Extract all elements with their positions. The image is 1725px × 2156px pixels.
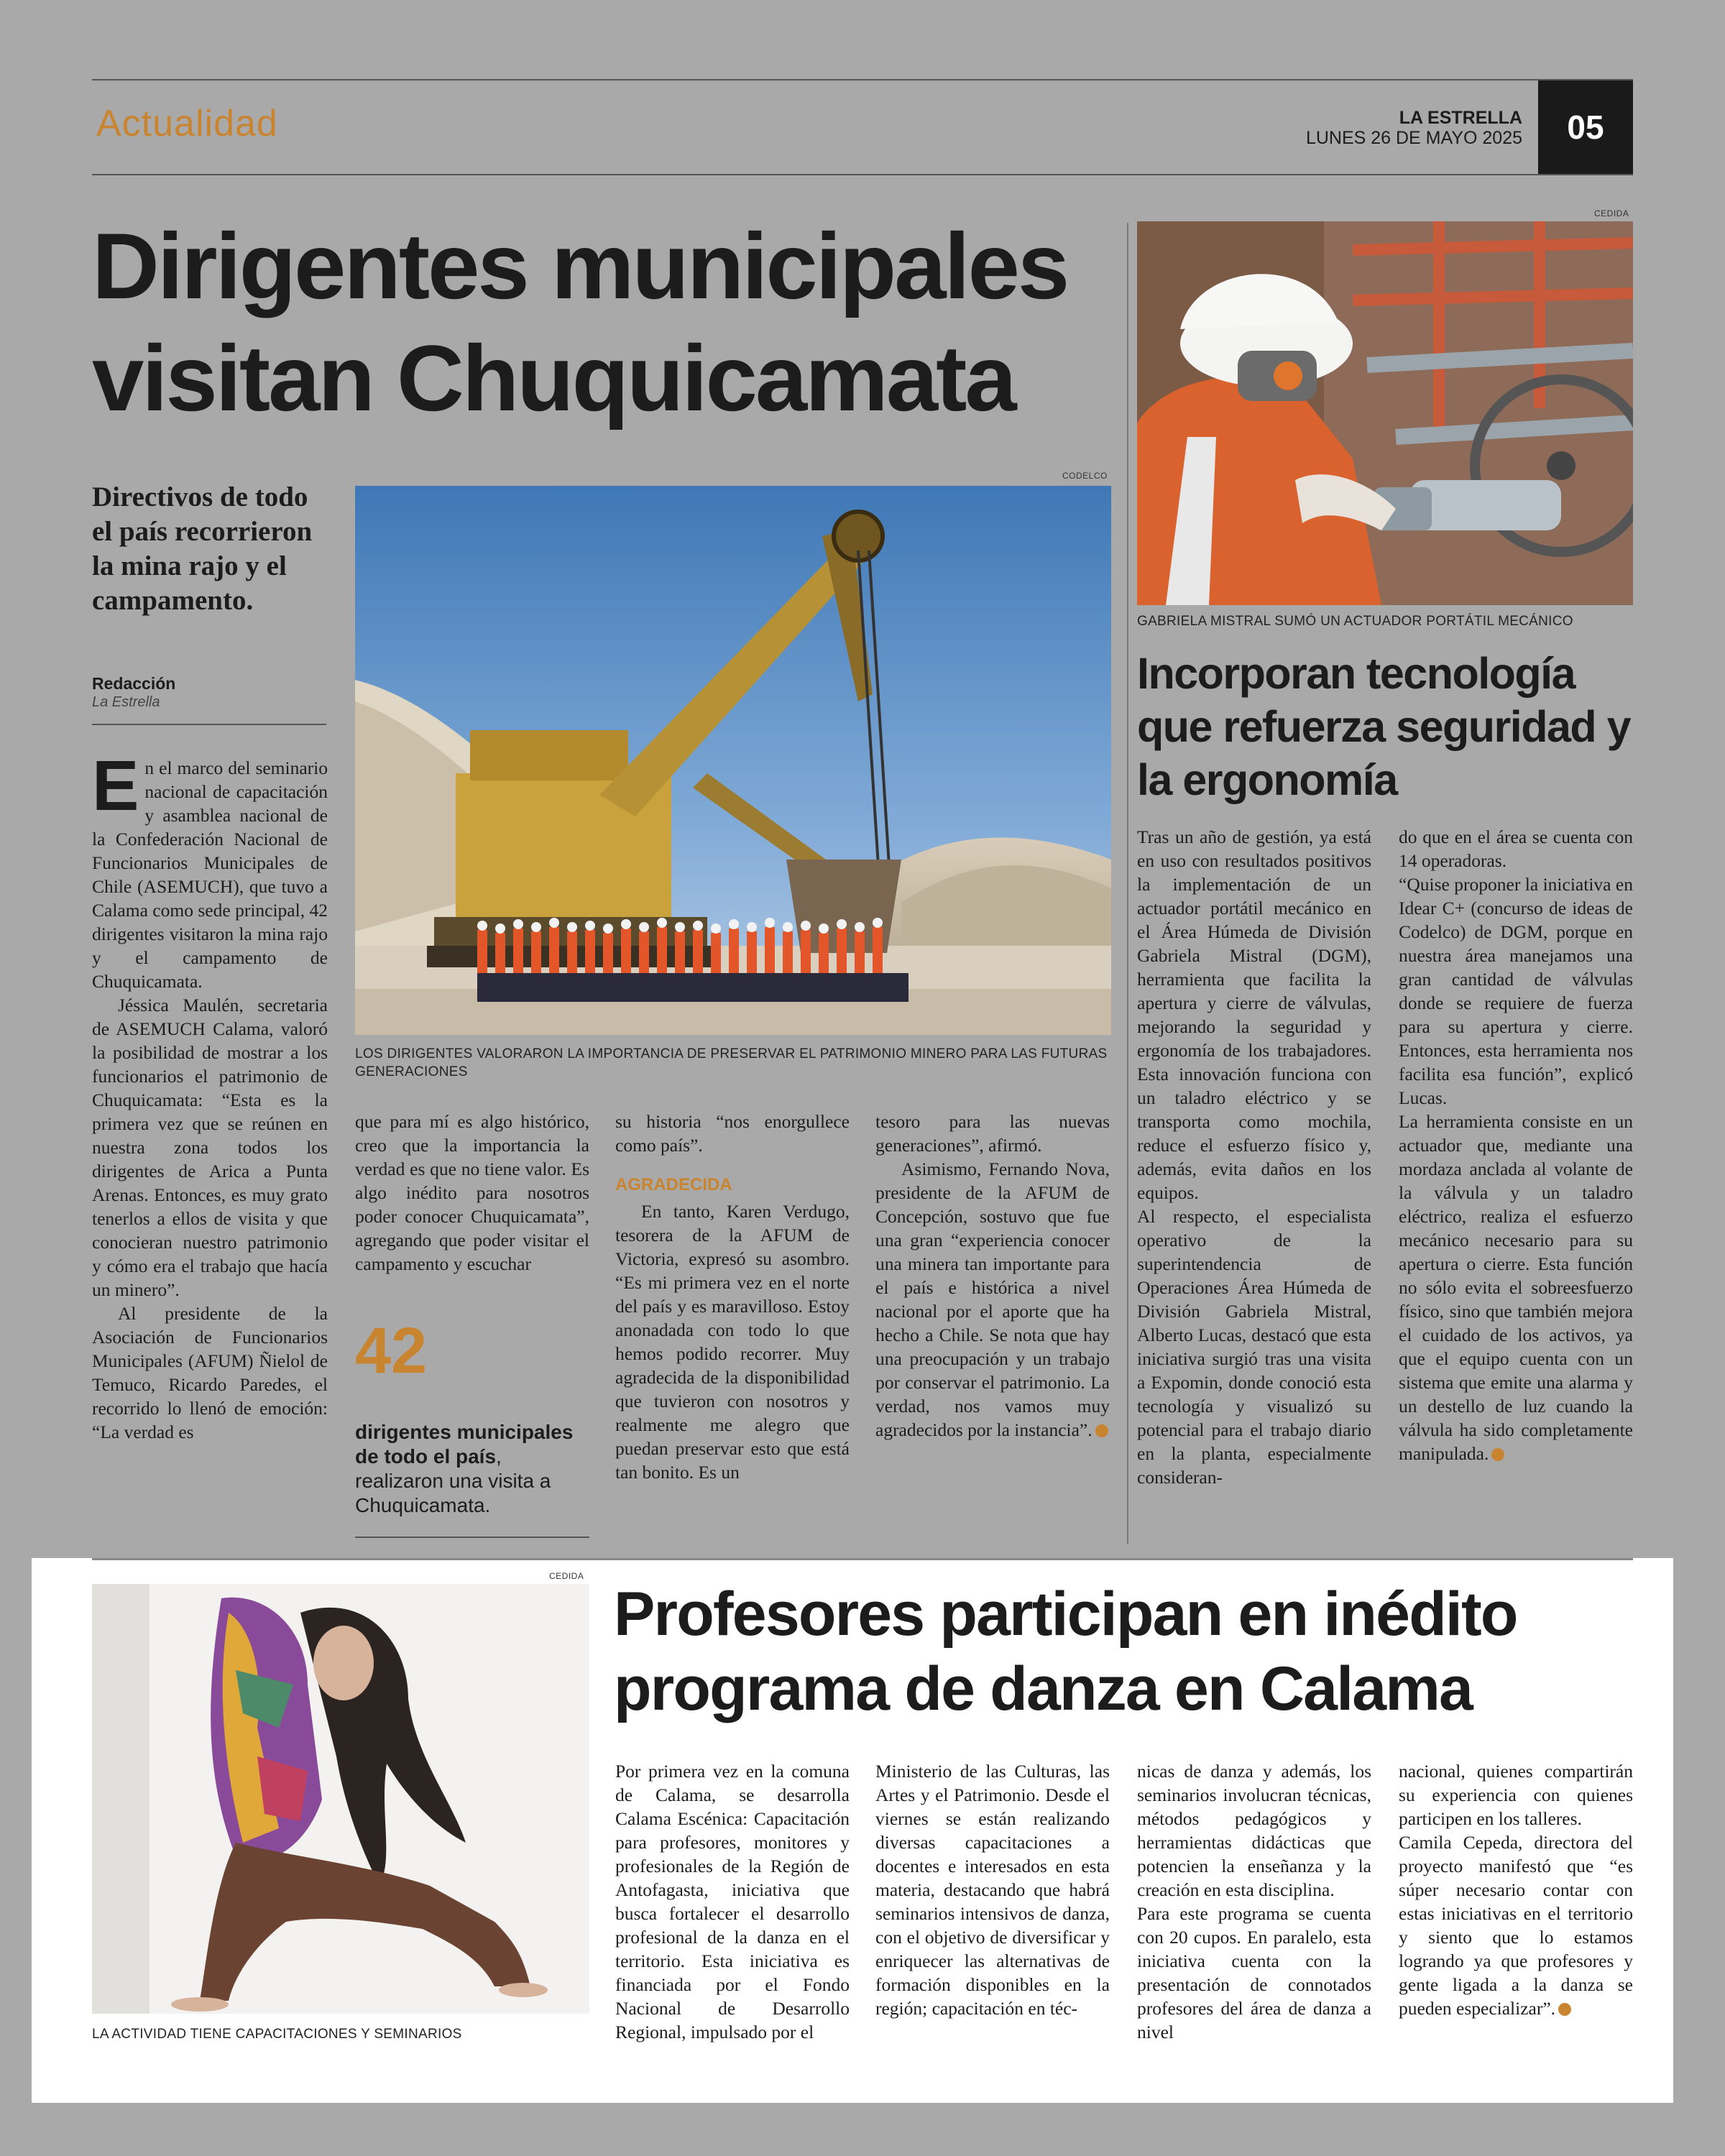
bottom-col2-text: Ministerio de las Culturas, las Artes y el Patrimonio. Desde el viernes se están realizando diversas capacitaciones a docentes e interesados en esta materia, destacando que habrá seminarios intensivos de danza, con el objetivo de diversificar y enriquecer las alternativas de formación disponibles en la región; capacitación en téc- xyxy=(875,1761,1110,2019)
main-headline xyxy=(92,210,1067,434)
header-bottom-rule xyxy=(92,174,1633,175)
main-col4-p1: tesoro para las nuevas generaciones”, afirmó. xyxy=(875,1111,1110,1156)
subhead-agradecida: AGRADECIDA xyxy=(615,1175,732,1194)
bottom-headline-line1: Profesores participan en inédito xyxy=(614,1580,1517,1649)
column-divider xyxy=(1127,223,1128,1544)
side-col1-p1: Tras un año de gestión, ya está en uso con resultados positivos la implementación de un actuador portátil mecánico en el Área Húmeda de División Gabriela Mistral (DGM), herramienta que facilita la apertura y cierre de válvulas, mejorando la seguridad y ergonomía de los trabajadores. Esta innovación funciona con un taladro eléctrico y se transporta como mochila, reduce el esfuerzo físico y, además, evita daños en los equipos. xyxy=(1137,826,1371,1203)
bottom-top-rule xyxy=(92,1558,1633,1560)
bottom-col-3 xyxy=(1137,1759,1371,2044)
header-top-rule xyxy=(92,79,1633,80)
side-col1-p2: Al respecto, el especialista operativo de la superintendencia de Operaciones Área Húmeda de División Gabriela Mistral, Alberto Lucas, destacó que esta iniciativa surgió tras una visita a Expomin, donde conoció esta tecnología y visualizó su potencial para el trabajo diario en la planta, especialmente consideran- xyxy=(1137,1206,1371,1488)
section-label: Actualidad xyxy=(96,103,278,144)
byline-source: La Estrella xyxy=(92,694,160,710)
side-col-1 xyxy=(1137,825,1371,1489)
mine-shovel-illustration xyxy=(355,486,1111,1035)
page-number: 05 xyxy=(1538,80,1633,174)
side-photo-caption: GABRIELA MISTRAL SUMÓ UN ACTUADOR PORTÁTIL MECÁNICO xyxy=(1137,614,1573,629)
end-mark-icon xyxy=(1095,1424,1108,1437)
main-col1-p3: Al presidente de la Asociación de Funcionarios Municipales (AFUM) Ñielol de Temuco, Ricardo Paredes, el recorrido lo llenó de emoción: “La verdad es xyxy=(92,1303,328,1442)
valve-worker-photo xyxy=(1137,221,1633,605)
stat-rule xyxy=(355,1537,589,1538)
byline-name: Redacción xyxy=(92,674,176,693)
bottom-headline-line2: programa de danza en Calama xyxy=(614,1654,1473,1723)
main-photo-credit: CODELCO xyxy=(1062,471,1108,481)
issue-date: LUNES 26 DE MAYO 2025 xyxy=(1305,128,1522,148)
stat-bold: dirigentes municipales de todo el país xyxy=(355,1421,574,1468)
bottom-end-mark-icon xyxy=(1558,2003,1571,2016)
side-col2-p3: La herramienta consiste en un actuador que, mediante una mordaza anclada al volante de la válvula y un taladro eléctrico, realiza el esfuerzo mecánico necesario para su apertura o cierre. Esta función no sólo evita el sobreesfuerzo físico, sino que también mejora el cuidado de los activos, ya que el equipo cuenta con un sistema que emite una alarma y un destello de luz cuando la válvula ha sido completamente manipulada. xyxy=(1399,1111,1633,1464)
side-end-mark-icon xyxy=(1491,1448,1504,1461)
drop-cap: E xyxy=(92,746,139,825)
dancer-illustration xyxy=(92,1584,589,2014)
main-col-2 xyxy=(355,1110,589,1276)
main-col4-p2: Asimismo, Fernando Nova, presidente de la AFUM de Concepción, sostuvo que fue una gran “experiencia conocer una minera tan importante para el país e histórica a nivel nacional por el aporte que ha hecho a Chile. Se nota que hay una preocupación y un trabajo por conservar el patrimonio. La verdad, nos vamos muy agradecidos por la instancia”. xyxy=(875,1158,1110,1440)
bottom-col-1 xyxy=(615,1759,850,2044)
bottom-photo-caption: LA ACTIVIDAD TIENE CAPACITACIONES Y SEMINARIOS xyxy=(92,2027,462,2042)
main-col1-p2: Jéssica Maulén, secretaria de ASEMUCH Calama, valoró la posibilidad de mostrar a los funcionarios el patrimonio de Chuquicamata: “Esta es la primera vez que se reúnen en nuestra zona todos los dirigentes de Arica a Punta Arenas. Entonces, es muy grato tenerlos a ellos de visita y que conocieran nuestro patrimonio y cómo era el trabajo que hacía un minero”. xyxy=(92,995,328,1300)
main-col-1 xyxy=(92,746,328,1444)
masthead-block xyxy=(1306,108,1522,148)
bottom-col3-p2: Para este programa se cuenta con 20 cupos. En paralelo, esta iniciativa cuenta con la presentación de connotados profesores del área de danza a nivel xyxy=(1137,1903,1371,2042)
byline-rule xyxy=(92,724,326,725)
side-photo-credit: CEDIDA xyxy=(1594,208,1629,218)
side-col2-p1: do que en el área se cuenta con 14 operadoras. xyxy=(1399,826,1633,871)
paper-name: LA ESTRELLA xyxy=(1399,108,1522,128)
side-col-2 xyxy=(1399,825,1633,1465)
bottom-col-2 xyxy=(875,1759,1110,2020)
main-col-4 xyxy=(875,1110,1110,1442)
main-col3-p2: En tanto, Karen Verdugo, tesorera de la AFUM de Victoria, expresó su asombro. “Es mi primera vez en el norte del país y es maravilloso. Estoy anonadada con todo lo que hemos podido recorrer. Muy agradecida de la disponibilidad que tuvieron con nosotros y realmente me alegro que puedan preservar esto que está tan bonito. Es un xyxy=(615,1201,850,1483)
main-col1-p1: n el marco del seminario nacional de capacitación y asamblea nacional de la Confederación Nacional de Funcionarios Municipales de Chile (ASEMUCH), que tuvo a Calama como sede principal, 42 dirigentes visitaron la mina rajo y el campamento de Chuquicamata. xyxy=(92,757,328,992)
main-col2-p1: que para mí es algo histórico, creo que la importancia la verdad es que no tiene valor. Es algo inédito para nosotros poder conocer Chuquicamata”, agregando que poder visitar el campamento y escuchar xyxy=(355,1111,589,1274)
bottom-col-4 xyxy=(1399,1759,1633,2020)
mine-shovel-photo xyxy=(355,486,1111,1035)
dancer-photo xyxy=(92,1584,589,2014)
stat-number: 42 xyxy=(355,1315,428,1387)
main-col-3 xyxy=(615,1110,850,1484)
bottom-col4-p1: nacional, quienes compartirán su experiencia con quienes participen en los talleres. xyxy=(1399,1761,1633,1829)
valve-worker-illustration xyxy=(1137,221,1633,605)
main-headline-line2: visitan Chuquicamata xyxy=(92,326,1015,430)
bottom-headline xyxy=(614,1577,1634,1726)
main-headline-line1: Dirigentes municipales xyxy=(92,213,1068,318)
side-headline: Incorporan tecnología que refuerza seguridad y la ergonomía xyxy=(1137,649,1631,804)
stat-text xyxy=(355,1420,589,1518)
deck: Directivos de todo el país recorrieron la mina rajo y el campamento. xyxy=(92,482,313,616)
stat-rest: , realizaron una visita a Chuquicamata. xyxy=(355,1445,551,1516)
main-col3-p1: su historia “nos enorgullece como país”. xyxy=(615,1111,850,1156)
bottom-col3-p1: nicas de danza y además, los seminarios involucran técnicas, métodos pedagógicos y herramientas didácticas que potencien la enseñanza y la creación en esta disciplina. xyxy=(1137,1761,1371,1900)
bottom-photo-credit: CEDIDA xyxy=(549,1571,584,1581)
bottom-col4-p2: Camila Cepeda, directora del proyecto manifestó que “es súper necesario contar con estas iniciativas en el territorio y siento que lo estamos logrando ya que profesores y gente ligada a la danza se pueden especializar”. xyxy=(1399,1832,1633,2019)
bottom-col1-text: Por primera vez en la comuna de Calama, se desarrolla Calama Escénica: Capacitación para profesores, monitores y profesionales de la Región de Antofagasta, iniciativa que busca fortalecer el desarrollo profesional de la danza en el territorio. Esta iniciativa es financiada por el Fondo Nacional de Desarrollo Regional, impulsado por el xyxy=(615,1761,850,2042)
main-photo-caption: LOS DIRIGENTES VALORARON LA IMPORTANCIA DE PRESERVAR EL PATRIMONIO MINERO PARA LAS FUTURAS GENERACIONES xyxy=(355,1046,1108,1079)
side-col2-p2: “Quise proponer la iniciativa en Idear C+ (concurso de ideas de Codelco) de DGM, porque en nuestra área manejamos una gran cantidad de válvulas donde se requiere de fuerza para su apertura y cierre. Entonces, esta herramienta nos facilita esa función”, explicó Lucas. xyxy=(1399,874,1633,1108)
